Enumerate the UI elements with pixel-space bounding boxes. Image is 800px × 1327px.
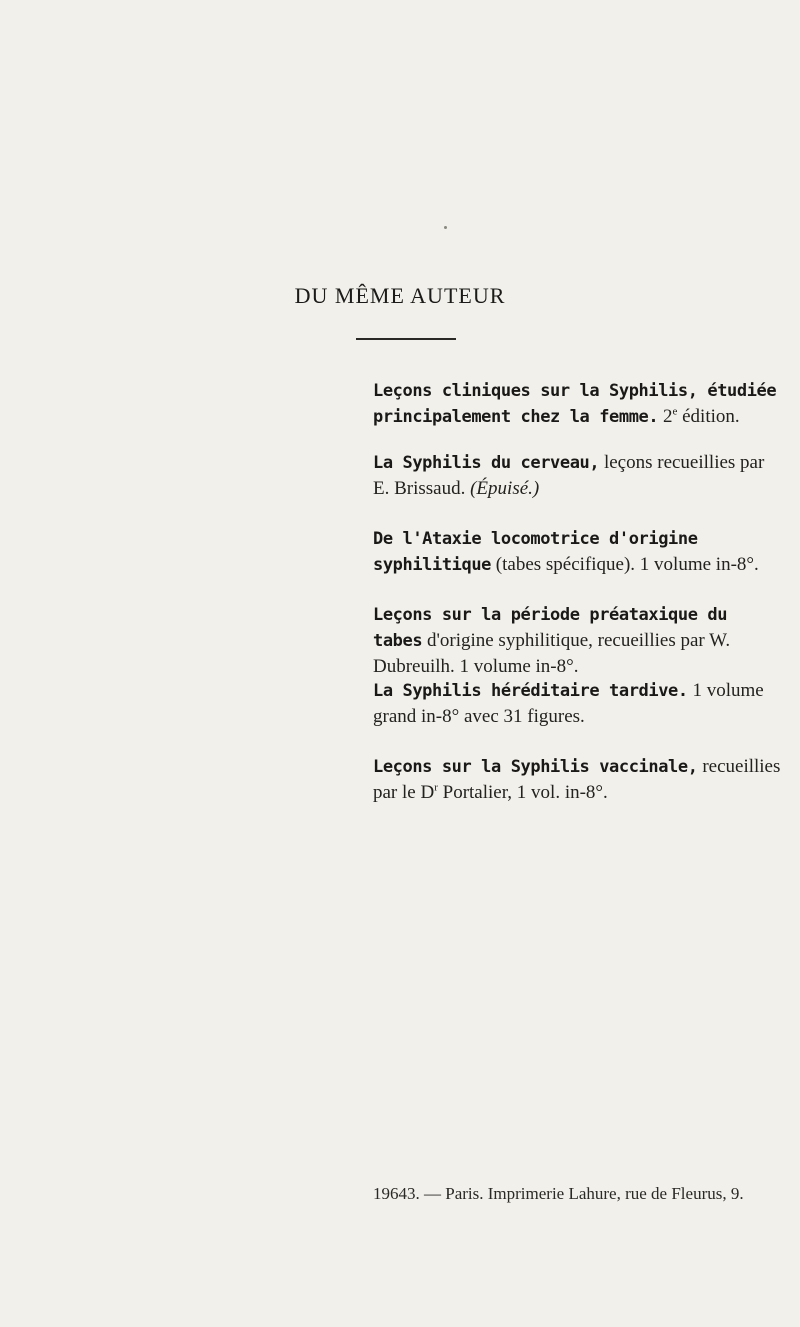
list-item xyxy=(373,602,783,680)
entry-title: La Syphilis du cerveau, xyxy=(373,453,600,473)
list-item xyxy=(373,678,783,730)
title-rule xyxy=(356,338,456,340)
entry-note: (Épuisé.) xyxy=(470,478,540,499)
edition-number: 2 xyxy=(662,406,673,427)
entry-details: (tabes spécifique). 1 volume in-8°. xyxy=(495,554,759,575)
list-item xyxy=(373,526,783,578)
edition-word: édition. xyxy=(682,406,740,427)
entry-details: d'origine syphilitique, recueillies par W. Dubreuilh. 1 volume in-8°. xyxy=(373,630,731,677)
entry-details: leçons recueillies par E. Brissaud. xyxy=(373,452,765,499)
entry-title: La Syphilis héréditaire tardive. xyxy=(373,681,688,701)
entry-title: Leçons cliniques sur la Syphilis, étudiée principalement chez la femme. xyxy=(373,381,777,427)
entry-title: Leçons sur la Syphilis vaccinale, xyxy=(373,757,698,777)
list-item xyxy=(373,754,783,806)
entry-details-end: Portalier, 1 vol. in-8°. xyxy=(442,782,608,803)
entry-title: Leçons sur la période préataxique du tabes xyxy=(373,605,728,651)
edition-superscript: e xyxy=(672,405,678,418)
doctor-superscript: r xyxy=(434,781,438,794)
page-title: DU MÊME AUTEUR xyxy=(294,283,506,308)
paper-speck xyxy=(444,226,447,229)
printer-imprint: 19643. — Paris. Imprimerie Lahure, rue de Fleurus, 9. xyxy=(373,1184,744,1203)
list-item xyxy=(373,450,783,502)
entry-details: recueillies par le D xyxy=(373,756,781,803)
entry-details: 1 volume grand in-8° avec 31 figures. xyxy=(373,680,764,727)
entry-title: De l'Ataxie locomotrice d'origine syphilitique xyxy=(373,529,698,575)
list-item xyxy=(373,378,783,430)
